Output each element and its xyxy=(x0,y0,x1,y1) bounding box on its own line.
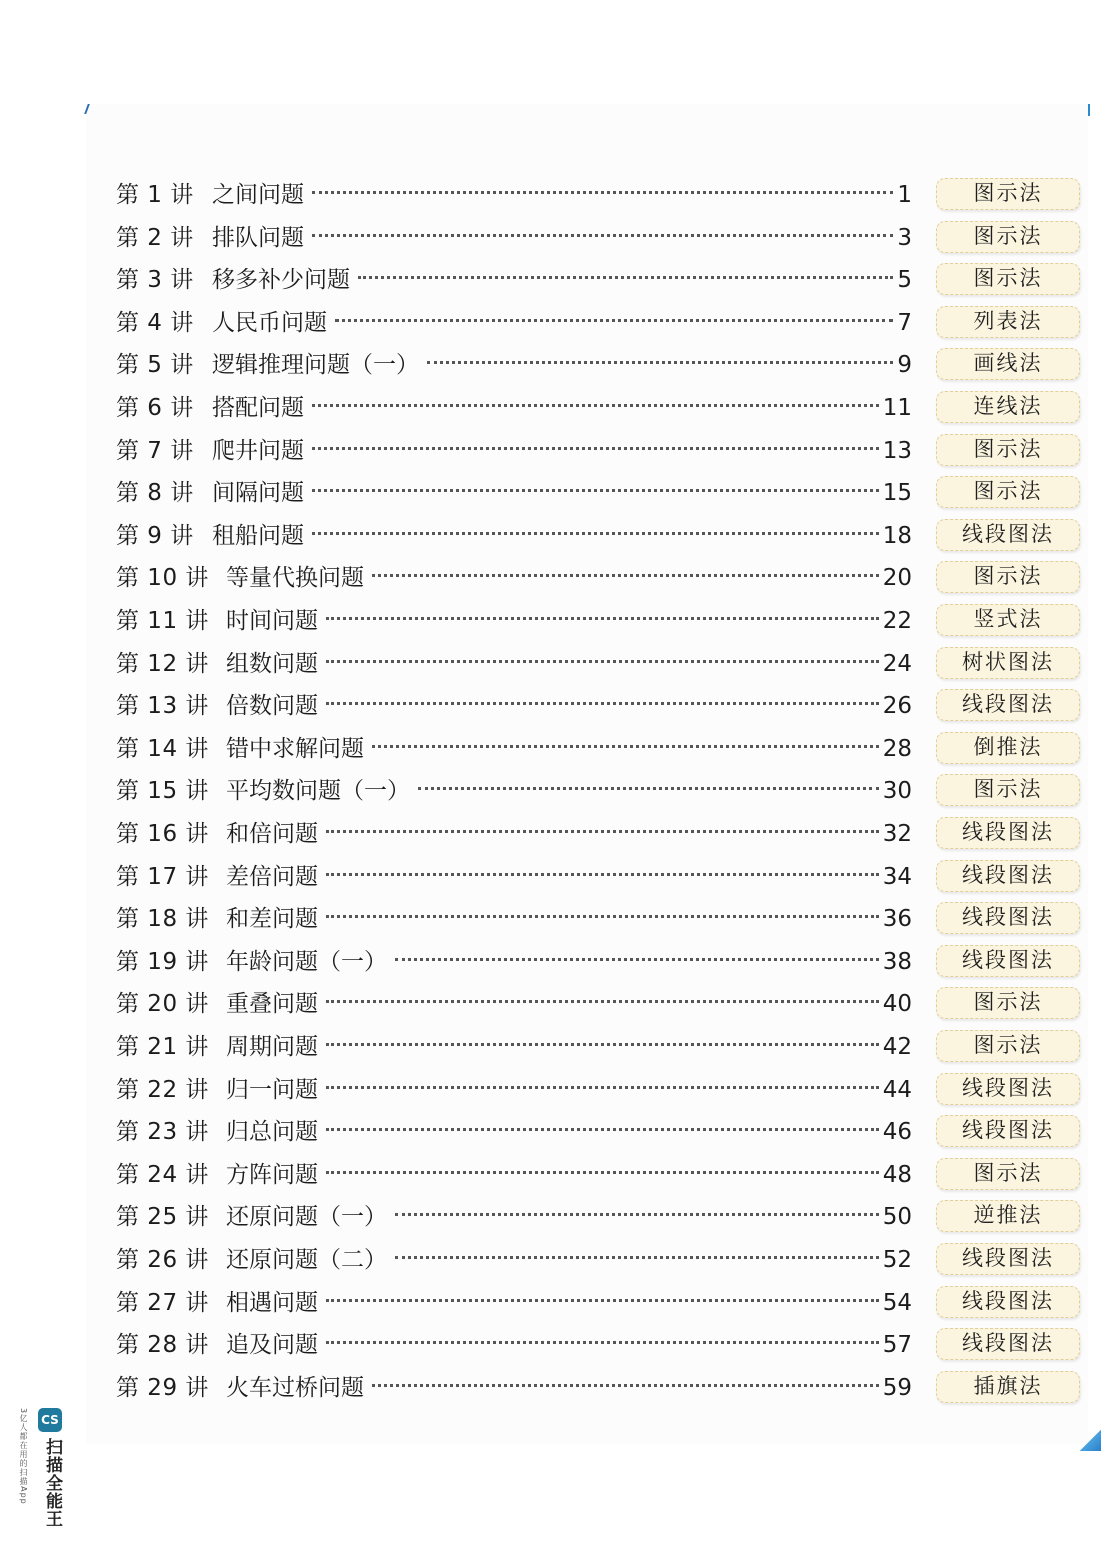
dot-leader xyxy=(326,1128,879,1131)
scanner-watermark xyxy=(19,1406,66,1541)
dot-leader xyxy=(326,873,879,876)
lesson-number: 第 6 讲 xyxy=(116,395,194,421)
toc-entry[interactable] xyxy=(116,1328,1082,1368)
toc-entry[interactable] xyxy=(116,519,1082,559)
method-tag: 线段图法 xyxy=(936,945,1080,977)
toc-entry-line xyxy=(212,393,912,423)
dot-leader xyxy=(326,1000,879,1003)
lesson-number: 第 19 讲 xyxy=(116,948,209,975)
dot-leader xyxy=(372,745,879,748)
lesson-number: 第 5 讲 xyxy=(116,352,194,379)
method-tag: 画线法 xyxy=(936,348,1080,380)
lesson-title: 还原问题（二） xyxy=(226,1247,387,1273)
method-tag: 图示法 xyxy=(936,263,1080,295)
toc-entry-line xyxy=(226,1160,912,1190)
page-number: 18 xyxy=(882,522,912,549)
page-number: 54 xyxy=(882,1289,912,1316)
toc-entry-line xyxy=(226,862,912,892)
toc-entry[interactable] xyxy=(116,1200,1082,1240)
toc-entry[interactable] xyxy=(116,732,1082,772)
lesson-number: 第 11 讲 xyxy=(116,608,209,634)
toc-entry-line xyxy=(226,691,912,721)
dot-leader xyxy=(326,915,879,918)
lesson-title: 和差问题 xyxy=(226,906,318,933)
toc-entry[interactable] xyxy=(116,263,1082,303)
lesson-number: 第 14 讲 xyxy=(116,735,209,762)
dot-leader xyxy=(372,1384,879,1387)
lesson-title: 倍数问题 xyxy=(226,693,318,720)
method-tag: 线段图法 xyxy=(936,689,1080,721)
toc-entry[interactable] xyxy=(116,604,1082,644)
page-number: 28 xyxy=(882,735,912,762)
lesson-title: 归总问题 xyxy=(226,1119,318,1146)
lesson-title: 还原问题（一） xyxy=(226,1204,387,1231)
page-corner-top-right xyxy=(1082,104,1090,116)
toc-entry[interactable] xyxy=(116,306,1082,346)
lesson-number: 第 16 讲 xyxy=(116,821,209,847)
toc-entry-line xyxy=(226,734,912,764)
toc-entry[interactable] xyxy=(116,817,1082,857)
toc-entry[interactable] xyxy=(116,1371,1082,1411)
lesson-title: 周期问题 xyxy=(226,1034,318,1060)
toc-entry-line xyxy=(212,478,912,508)
dot-leader xyxy=(326,660,879,663)
dot-leader xyxy=(326,617,879,620)
lesson-number: 第 23 讲 xyxy=(116,1119,209,1146)
page-number: 11 xyxy=(882,395,912,421)
toc-entry[interactable] xyxy=(116,476,1082,516)
page-number: 40 xyxy=(882,991,912,1018)
method-tag: 图示法 xyxy=(936,434,1080,466)
page-number: 1 xyxy=(897,182,912,208)
toc-entry[interactable] xyxy=(116,987,1082,1027)
lesson-number: 第 8 讲 xyxy=(116,480,194,507)
page-number: 44 xyxy=(882,1076,912,1103)
lesson-title: 错中求解问题 xyxy=(226,735,364,762)
lesson-number: 第 24 讲 xyxy=(116,1161,209,1188)
toc-entry[interactable] xyxy=(116,391,1082,431)
toc-entry-line xyxy=(226,1202,912,1232)
lesson-title: 相遇问题 xyxy=(226,1289,318,1316)
lesson-title: 之间问题 xyxy=(212,182,304,208)
page-number: 46 xyxy=(882,1119,912,1146)
toc-entry[interactable] xyxy=(116,434,1082,474)
lesson-number: 第 28 讲 xyxy=(116,1332,209,1359)
lesson-number: 第 3 讲 xyxy=(116,267,194,294)
method-tag: 线段图法 xyxy=(936,1073,1080,1105)
toc-entry-line xyxy=(212,521,912,551)
toc-entry[interactable] xyxy=(116,902,1082,942)
toc-entry[interactable] xyxy=(116,1073,1082,1113)
toc-entry[interactable] xyxy=(116,1286,1082,1326)
method-tag: 树状图法 xyxy=(936,647,1080,679)
toc-entry-line xyxy=(226,649,912,679)
method-tag: 图示法 xyxy=(936,561,1080,593)
toc-entry-line xyxy=(226,606,912,636)
lesson-number: 第 25 讲 xyxy=(116,1204,209,1231)
dot-leader xyxy=(312,191,893,194)
page-number: 22 xyxy=(882,608,912,634)
toc-entry[interactable] xyxy=(116,860,1082,900)
page-number: 9 xyxy=(897,352,912,379)
lesson-title: 等量代换问题 xyxy=(226,565,364,592)
page-number: 20 xyxy=(882,565,912,592)
lesson-title: 差倍问题 xyxy=(226,863,318,890)
lesson-number: 第 15 讲 xyxy=(116,778,209,805)
watermark-tagline: 3亿人都在用的扫描App xyxy=(19,1408,28,1505)
lesson-number: 第 7 讲 xyxy=(116,437,194,464)
toc-entry[interactable] xyxy=(116,945,1082,985)
page-number: 5 xyxy=(897,267,912,294)
dot-leader xyxy=(312,404,879,407)
lesson-number: 第 12 讲 xyxy=(116,650,209,677)
lesson-number: 第 20 讲 xyxy=(116,991,209,1018)
lesson-number: 第 13 讲 xyxy=(116,693,209,720)
lesson-title: 排队问题 xyxy=(212,224,304,251)
dot-leader xyxy=(427,361,893,364)
method-tag: 线段图法 xyxy=(936,1243,1080,1275)
page-number: 3 xyxy=(897,224,912,251)
toc-entry-line xyxy=(226,1117,912,1147)
lesson-title: 火车过桥问题 xyxy=(226,1374,364,1401)
lesson-number: 第 22 讲 xyxy=(116,1076,209,1103)
toc-entry-line xyxy=(212,436,912,466)
method-tag: 连线法 xyxy=(936,391,1080,423)
page-number: 52 xyxy=(882,1247,912,1273)
toc-entry[interactable] xyxy=(116,221,1082,261)
dot-leader xyxy=(335,319,893,322)
lesson-title: 移多补少问题 xyxy=(212,267,350,294)
dot-leader xyxy=(395,1256,879,1259)
page-number: 50 xyxy=(882,1204,912,1231)
method-tag: 逆推法 xyxy=(936,1200,1080,1232)
toc-entry-line xyxy=(226,1288,912,1318)
lesson-title: 重叠问题 xyxy=(226,991,318,1018)
method-tag: 图示法 xyxy=(936,476,1080,508)
method-tag: 倒推法 xyxy=(936,732,1080,764)
method-tag: 图示法 xyxy=(936,221,1080,253)
method-tag: 图示法 xyxy=(936,178,1080,210)
page-number: 24 xyxy=(882,650,912,677)
dot-leader xyxy=(395,1213,879,1216)
lesson-title: 搭配问题 xyxy=(212,395,304,421)
method-tag: 线段图法 xyxy=(936,860,1080,892)
toc-entry-line xyxy=(212,350,912,380)
dot-leader xyxy=(395,958,879,961)
toc-entry[interactable] xyxy=(116,1115,1082,1155)
toc-entry-line xyxy=(226,776,912,806)
lesson-number: 第 21 讲 xyxy=(116,1034,209,1060)
toc-entry-line xyxy=(226,1373,912,1403)
dot-leader xyxy=(326,1299,879,1302)
toc-entry-line xyxy=(226,904,912,934)
lesson-title: 逻辑推理问题（一） xyxy=(212,352,419,379)
dot-leader xyxy=(326,1086,879,1089)
lesson-number: 第 2 讲 xyxy=(116,224,194,251)
watermark-app-name: 扫描全能王 xyxy=(42,1438,62,1528)
lesson-number: 第 26 讲 xyxy=(116,1247,209,1273)
dot-leader xyxy=(312,489,879,492)
page-corner-bottom-right xyxy=(1079,1425,1101,1451)
toc-entry[interactable] xyxy=(116,1030,1082,1070)
toc-entry-line xyxy=(212,180,912,210)
toc-entry-line xyxy=(212,223,912,253)
page-number: 34 xyxy=(882,863,912,890)
toc-entry[interactable] xyxy=(116,1243,1082,1283)
page-number: 48 xyxy=(882,1161,912,1188)
dot-leader xyxy=(326,702,879,705)
page-number: 13 xyxy=(882,437,912,464)
lesson-title: 方阵问题 xyxy=(226,1161,318,1188)
lesson-number: 第 27 讲 xyxy=(116,1289,209,1316)
dot-leader xyxy=(312,532,879,535)
method-tag: 图示法 xyxy=(936,1030,1080,1062)
dot-leader xyxy=(312,447,879,450)
page-number: 38 xyxy=(882,948,912,975)
method-tag: 竖式法 xyxy=(936,604,1080,636)
page-number: 57 xyxy=(882,1332,912,1359)
lesson-title: 组数问题 xyxy=(226,650,318,677)
method-tag: 图示法 xyxy=(936,774,1080,806)
page-number: 30 xyxy=(882,778,912,805)
page-number: 15 xyxy=(882,480,912,507)
method-tag: 图示法 xyxy=(936,1158,1080,1190)
dot-leader xyxy=(312,234,893,237)
method-tag: 插旗法 xyxy=(936,1371,1080,1403)
toc-entry[interactable] xyxy=(116,774,1082,814)
lesson-title: 租船问题 xyxy=(212,522,304,549)
lesson-title: 间隔问题 xyxy=(212,480,304,507)
toc-entry-line xyxy=(226,1245,912,1275)
lesson-number: 第 29 讲 xyxy=(116,1374,209,1401)
toc-entry[interactable] xyxy=(116,561,1082,601)
toc-entry[interactable] xyxy=(116,348,1082,388)
method-tag: 线段图法 xyxy=(936,817,1080,849)
dot-leader xyxy=(326,1043,879,1046)
lesson-number: 第 10 讲 xyxy=(116,565,209,592)
toc-entry-line xyxy=(226,819,912,849)
lesson-title: 平均数问题（一） xyxy=(226,778,410,805)
method-tag: 线段图法 xyxy=(936,1115,1080,1147)
method-tag: 线段图法 xyxy=(936,1328,1080,1360)
toc-entry[interactable] xyxy=(116,689,1082,729)
lesson-number: 第 17 讲 xyxy=(116,863,209,890)
toc-entry-line xyxy=(226,989,912,1019)
lesson-title: 和倍问题 xyxy=(226,821,318,847)
page-number: 7 xyxy=(897,309,912,336)
toc-entry-line xyxy=(226,947,912,977)
toc-entry-line xyxy=(226,563,912,593)
lesson-number: 第 9 讲 xyxy=(116,522,194,549)
page-number: 26 xyxy=(882,693,912,720)
toc-entry-line xyxy=(226,1330,912,1360)
lesson-title: 爬井问题 xyxy=(212,437,304,464)
lesson-title: 追及问题 xyxy=(226,1332,318,1359)
method-tag: 线段图法 xyxy=(936,519,1080,551)
method-tag: 线段图法 xyxy=(936,902,1080,934)
lesson-title: 人民币问题 xyxy=(212,309,327,336)
dot-leader xyxy=(418,787,879,790)
toc-entry-line xyxy=(212,308,912,338)
dot-leader xyxy=(326,1171,879,1174)
page-number: 36 xyxy=(882,906,912,933)
lesson-number: 第 1 讲 xyxy=(116,182,194,208)
camscanner-logo-icon: CS xyxy=(38,1408,62,1432)
method-tag: 列表法 xyxy=(936,306,1080,338)
lesson-number: 第 4 讲 xyxy=(116,309,194,336)
dot-leader xyxy=(372,574,879,577)
lesson-title: 归一问题 xyxy=(226,1076,318,1103)
toc-entry-line xyxy=(226,1075,912,1105)
toc-entry[interactable] xyxy=(116,1158,1082,1198)
page-number: 59 xyxy=(882,1374,912,1401)
toc-entry[interactable] xyxy=(116,178,1082,218)
lesson-title: 时间问题 xyxy=(226,608,318,634)
lesson-title: 年龄问题（一） xyxy=(226,948,387,975)
toc-entry-line xyxy=(212,265,912,295)
page-number: 32 xyxy=(882,821,912,847)
dot-leader xyxy=(326,1341,879,1344)
method-tag: 线段图法 xyxy=(936,1286,1080,1318)
method-tag: 图示法 xyxy=(936,987,1080,1019)
dot-leader xyxy=(326,830,879,833)
page-number: 42 xyxy=(882,1034,912,1060)
lesson-number: 第 18 讲 xyxy=(116,906,209,933)
dot-leader xyxy=(358,276,893,279)
toc-entry-line xyxy=(226,1032,912,1062)
toc-entry[interactable] xyxy=(116,647,1082,687)
